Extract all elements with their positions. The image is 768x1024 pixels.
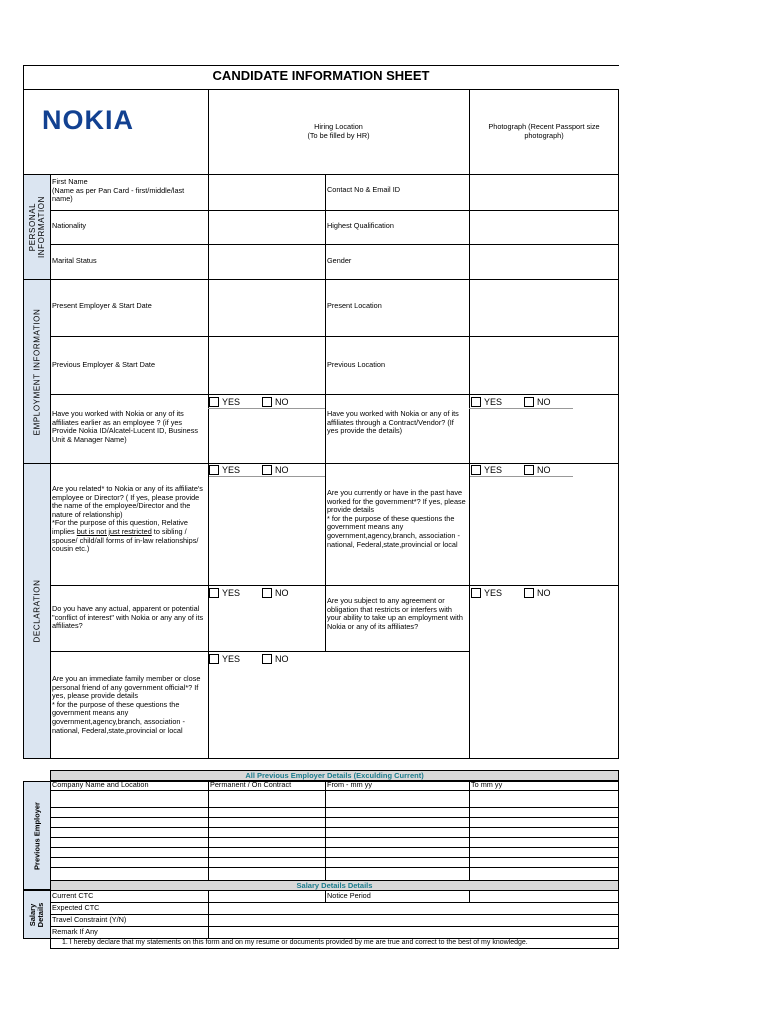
col-company-header: Company Name and Location: [52, 780, 149, 789]
gender-label: Gender: [327, 256, 352, 265]
yes-label: YES: [222, 465, 241, 475]
col-contract-header: Permanent / On Contract: [210, 780, 292, 789]
expected-ctc-label: Expected CTC: [52, 903, 100, 912]
yes-label: YES: [222, 397, 241, 407]
worked-nokia-yes-checkbox[interactable]: [209, 397, 219, 407]
section-previous-employer: Previous Employer: [23, 781, 51, 890]
nokia-logo: [42, 106, 177, 134]
section-employment: EMPLOYMENT INFORMATION: [23, 279, 51, 464]
previous-location-label: Previous Location: [327, 360, 386, 369]
declaration-note: 1. I hereby declare that my statements on this form and on my resume or documents provided by me are true and correct to the best of my knowledge.: [62, 939, 528, 946]
family-no-checkbox[interactable]: [262, 654, 272, 664]
page-title: CANDIDATE INFORMATION SHEET: [212, 68, 430, 83]
conflict-no-checkbox[interactable]: [262, 588, 272, 598]
yes-label: YES: [222, 654, 241, 664]
related-label: Are you related* to Nokia or any of its affiliate's employee or Director? ( If yes, please provide the name of the employee/Director and the nature of relationship) *For the purpose of this question, Relative implies but is not just restricted to sibling / spouse/ child/all forms of in-law relationships/ cousin etc.): [52, 484, 203, 554]
prev-employer-band: All Previous Employer Details (Exculding Current): [50, 770, 619, 781]
present-employer-label: Present Employer & Start Date: [52, 301, 152, 310]
related-no-checkbox[interactable]: [262, 465, 272, 475]
photograph-label: Photograph (Recent Passport size photograph): [488, 122, 600, 140]
remark-label: Remark If Any: [52, 927, 98, 936]
section-personal: PERSONAL INFORMATION: [23, 174, 51, 280]
worked-contract-yes-checkbox[interactable]: [471, 397, 481, 407]
worked-contract-label: Have you worked with Nokia or any of its affiliates through a Contract/Vendor? (If yes provide the details): [327, 409, 459, 436]
worked-contract-no-checkbox[interactable]: [524, 397, 534, 407]
yes-label: YES: [484, 465, 503, 475]
no-label: NO: [537, 397, 551, 407]
related-yes-checkbox[interactable]: [209, 465, 219, 475]
marital-status-label: Marital Status: [52, 256, 97, 265]
agreement-yes-checkbox[interactable]: [471, 588, 481, 598]
yes-label: YES: [484, 397, 503, 407]
travel-constraint-label: Travel Constraint (Y/N): [52, 915, 127, 924]
prev-employer-table: [50, 781, 619, 890]
section-declaration: DECLARATION: [23, 463, 51, 759]
government-label: Are you currently or have in the past have worked for the government*? If yes, please provide details * for the purpose of these questions the government means any government,agency,branch, association - national, Federal,state,provincial or local: [327, 488, 466, 549]
no-label: NO: [275, 588, 289, 598]
no-label: NO: [275, 397, 289, 407]
qualification-label: Highest Qualification: [327, 221, 394, 230]
first-name-label: First Name (Name as per Pan Card - first/middle/last name): [52, 177, 185, 204]
yes-label: YES: [222, 588, 241, 598]
conflict-yes-checkbox[interactable]: [209, 588, 219, 598]
no-label: NO: [275, 654, 289, 664]
agreement-label: Are you subject to any agreement or obligation that restricts or interfers with your ability to take up an employment with Nokia or any of its affiliates?: [327, 596, 463, 631]
worked-nokia-no-checkbox[interactable]: [262, 397, 272, 407]
family-label: Are you an immediate family member or close personal friend of any government official*? If yes, please provide details * for the purpose of these questions the government means any government,agency,branch, association - national, Federal,state,provincial or local: [52, 674, 201, 735]
col-to-header: To mm yy: [471, 780, 503, 789]
no-label: NO: [537, 588, 551, 598]
current-ctc-label: Current CTC: [52, 891, 94, 900]
nokia-logo-text: NOKIA: [42, 106, 134, 134]
yes-label: YES: [484, 588, 503, 598]
notice-period-label: Notice Period: [327, 891, 371, 900]
contact-label: Contact No & Email ID: [327, 185, 400, 194]
salary-band: Salary Details Details: [50, 880, 619, 891]
hiring-location-label: Hiring Location (To be filled by HR): [307, 122, 370, 140]
conflict-label: Do you have any actual, apparent or potential "conflict of interest" with Nokia or any any of its affiliates?: [52, 604, 204, 631]
present-location-label: Present Location: [327, 301, 382, 310]
worked-nokia-label: Have you worked with Nokia or any of its affiliates earlier as an employee ? (if yes Provide Nokia ID/Alcatel-Lucent ID, Business Unit & Manager Name): [52, 409, 199, 444]
section-salary: Salary Details: [23, 890, 51, 939]
no-label: NO: [275, 465, 289, 475]
nationality-label: Nationality: [52, 221, 87, 230]
agreement-no-checkbox[interactable]: [524, 588, 534, 598]
government-no-checkbox[interactable]: [524, 465, 534, 475]
previous-employer-label: Previous Employer & Start Date: [52, 360, 156, 369]
no-label: NO: [537, 465, 551, 475]
government-yes-checkbox[interactable]: [471, 465, 481, 475]
family-yes-checkbox[interactable]: [209, 654, 219, 664]
col-from-header: From - mm yy: [327, 780, 372, 789]
